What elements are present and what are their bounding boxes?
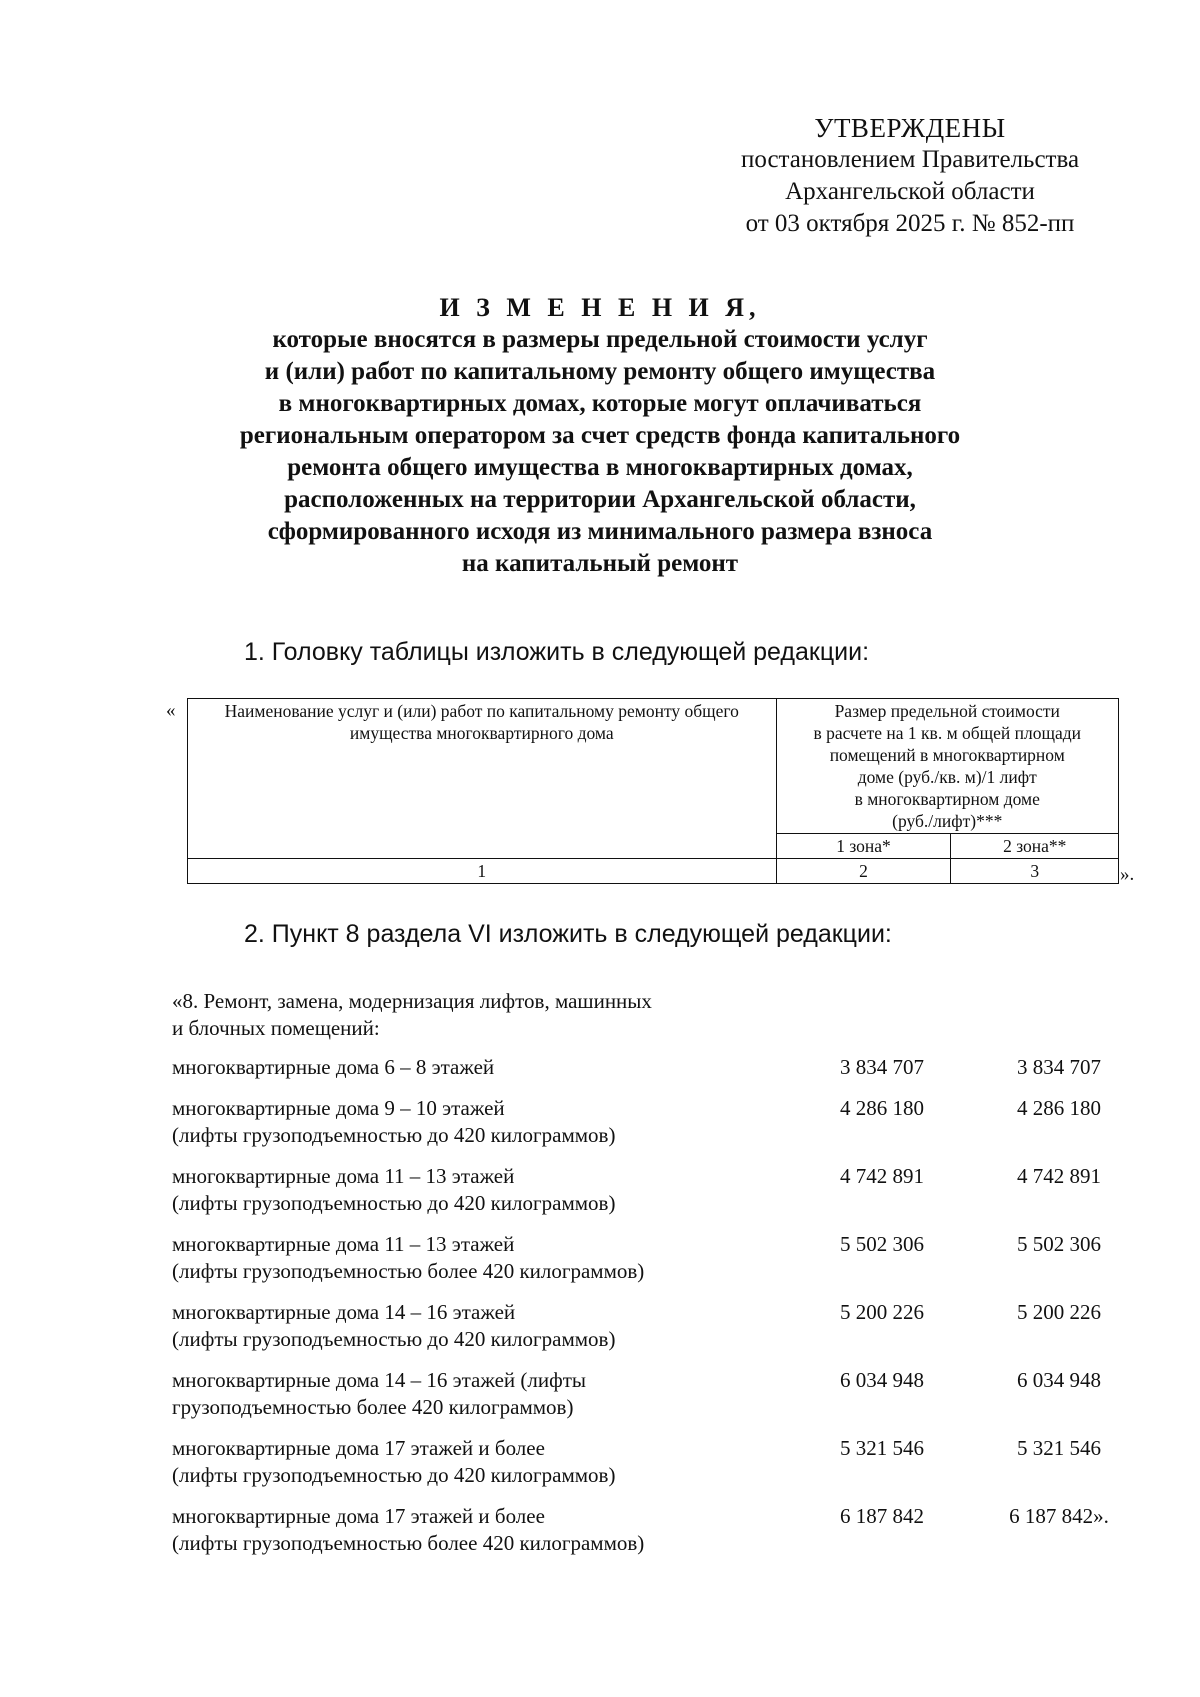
list-item [172,1367,1122,1435]
row-label-line: (лифты грузоподъемностью до 420 килограммов) [172,1463,616,1487]
title-line: и (или) работ по капитальному ремонту общего имущества [264,358,936,385]
title-line: сформированного исходя из минимального размера взноса [267,518,933,545]
col1-header-text: Наименование услуг и (или) работ по капитальному ремонту общего имущества многоквартирного дома [224,701,739,743]
row-label [172,1095,732,1149]
row-zone1-value: 5 502 306 [840,1232,924,1256]
item-8-intro [172,988,752,1042]
row-zone1-value: 4 286 180 [840,1096,924,1120]
row-label-line: многоквартирные дома 17 этажей и более [172,1436,545,1460]
title-line: расположенных на территории Архангельской области, [284,486,916,513]
row-label [172,1231,732,1285]
row-zone2-value: 5 200 226 [1017,1300,1101,1324]
row-label-line: грузоподъемностью более 420 килограммов) [172,1395,574,1419]
col2-header-line: помещений в многоквартирном [829,745,1065,765]
list-item [172,1231,1122,1299]
list-item [172,1095,1122,1163]
row-label [172,1435,732,1489]
column-number-1: 1 [188,859,777,884]
row-zone1-value: 5 200 226 [840,1300,924,1324]
point-1-text: 1. Головку таблицы изложить в следующей редакции: [244,638,870,666]
list-item [172,1299,1122,1367]
approval-line-4: от 03 октября 2025 г. № 852-пп [745,210,1075,237]
col2-header [776,699,1119,834]
approval-line-2: постановлением Правительства [740,146,1080,173]
table-quote-close: ». [1120,864,1135,885]
list-item [172,1054,1122,1095]
item-8-block [172,988,1122,1571]
row-zone1-value: 6 034 948 [840,1368,924,1392]
zone2-header: 2 зона** [951,834,1119,859]
row-zone2-value: 3 834 707 [1017,1055,1101,1079]
row-label-line: многоквартирные дома 6 – 8 этажей [172,1055,495,1079]
approved-heading: УТВЕРЖДЕНЫ [814,113,1006,143]
row-label-line: (лифты грузоподъемностью до 420 килограммов) [172,1191,616,1215]
title-line: региональным оператором за счет средств фонда капитального [239,422,961,449]
row-zone2-value: 6 187 842». [1009,1504,1109,1528]
table-head [187,698,1119,884]
item-8-intro-line: и блочных помещений: [172,1016,380,1040]
row-zone2-value: 5 502 306 [1017,1232,1101,1256]
title-heading: И З М Е Н Е Н И Я, [439,293,761,322]
row-zone1-value: 3 834 707 [840,1055,924,1079]
row-zone1-value: 4 742 891 [840,1164,924,1188]
col2-header-line: Размер предельной стоимости [834,701,1060,721]
row-zone2-value: 6 034 948 [1017,1368,1101,1392]
col1-header [188,699,777,859]
item-8-intro-line: «8. Ремонт, замена, модернизация лифтов, машинных [172,989,652,1013]
document-title [160,292,1040,580]
row-label-line: многоквартирные дома 9 – 10 этажей [172,1096,505,1120]
column-number-3: 3 [951,859,1119,884]
row-zone2-value: 5 321 546 [1017,1436,1101,1460]
row-label [172,1163,732,1217]
row-label-line: многоквартирные дома 14 – 16 этажей (лифты [172,1368,587,1392]
row-zone1-value: 6 187 842 [840,1504,924,1528]
row-zone2-value: 4 742 891 [1017,1164,1101,1188]
row-label [172,1054,732,1081]
col2-header-line: в расчете на 1 кв. м общей площади [813,723,1082,743]
row-label [172,1367,732,1421]
list-item [172,1435,1122,1503]
col2-header-line: доме (руб./кв. м)/1 лифт [857,767,1037,787]
title-line: в многоквартирных домах, которые могут оплачиваться [278,390,922,417]
title-line: ремонта общего имущества в многоквартирных домах, [287,454,913,481]
list-item [172,1163,1122,1231]
row-label [172,1503,732,1557]
row-label-line: (лифты грузоподъемностью до 420 килограммов) [172,1123,616,1147]
row-label-line: (лифты грузоподъемностью более 420 килограммов) [172,1531,645,1555]
point-2-text: 2. Пункт 8 раздела VI изложить в следующей редакции: [244,920,892,948]
col2-header-line: в многоквартирном доме [854,789,1040,809]
col2-header-line: (руб./лифт)*** [892,811,1003,831]
list-item [172,1503,1122,1571]
title-line: на капитальный ремонт [461,550,739,577]
column-number-2: 2 [776,859,951,884]
row-label-line: (лифты грузоподъемностью до 420 килограммов) [172,1327,616,1351]
row-label-line: многоквартирные дома 17 этажей и более [172,1504,545,1528]
table-quote-open: « [166,700,176,721]
row-zone2-value: 4 286 180 [1017,1096,1101,1120]
title-line: которые вносятся в размеры предельной стоимости услуг [272,326,928,353]
row-label-line: многоквартирные дома 14 – 16 этажей [172,1300,516,1324]
row-label-line: многоквартирные дома 11 – 13 этажей [172,1164,515,1188]
row-label-line: (лифты грузоподъемностью более 420 килограммов) [172,1259,645,1283]
row-label-line: многоквартирные дома 11 – 13 этажей [172,1232,515,1256]
approval-block [720,112,1100,240]
zone1-header: 1 зона* [776,834,951,859]
approval-line-3: Архангельской области [785,178,1035,205]
row-label [172,1299,732,1353]
row-zone1-value: 5 321 546 [840,1436,924,1460]
